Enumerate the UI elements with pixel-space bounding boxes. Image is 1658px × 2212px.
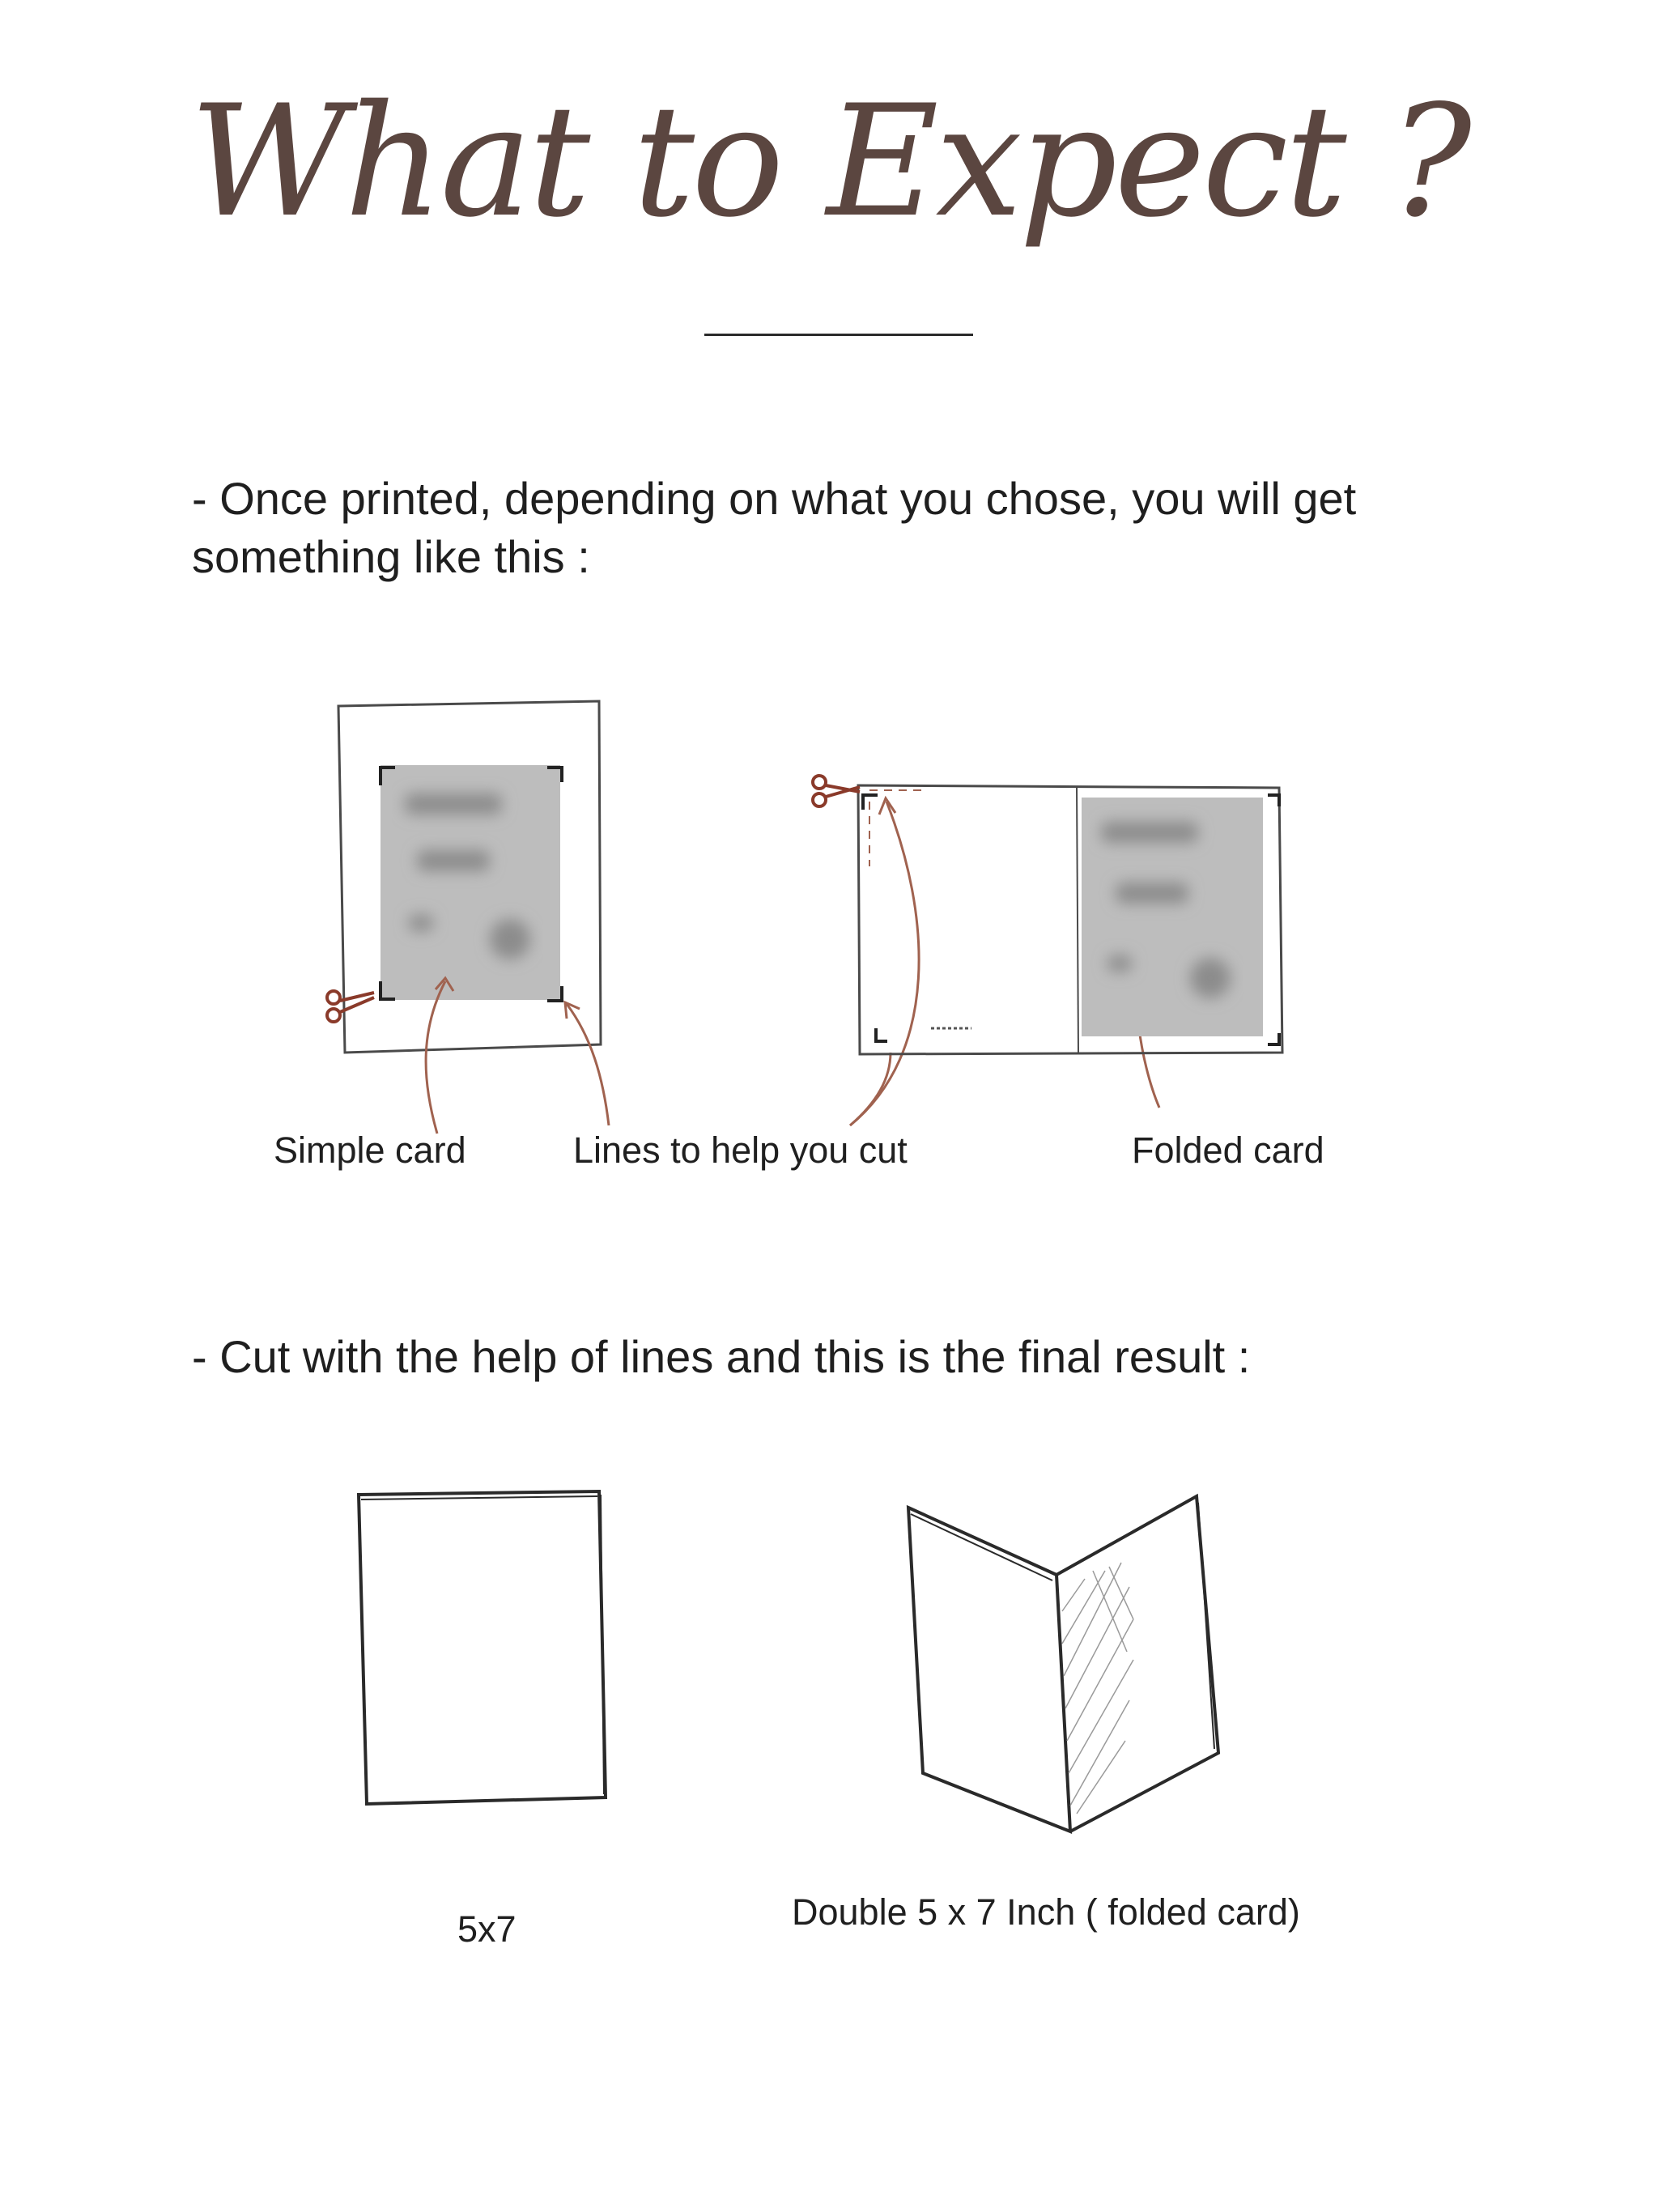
- folded-card-hatching: [1062, 1563, 1133, 1814]
- step-1-text: - Once printed, depending on what you chose, you will get something like this :: [192, 473, 1357, 582]
- scissors-icon: [327, 991, 374, 1022]
- single-card-sketch: [359, 1491, 606, 1804]
- caption-size-single: 5x7: [457, 1908, 517, 1950]
- simple-card-sheet: [327, 701, 601, 1053]
- step-2-text: - Cut with the help of lines and this is the final result :: [192, 1331, 1251, 1382]
- crop-mark-icon: [876, 1028, 887, 1041]
- caption-folded-card: Folded card: [1132, 1129, 1324, 1171]
- caption-lines-to-cut: Lines to help you cut: [573, 1129, 908, 1171]
- page-title: What to Expect ?: [189, 72, 1469, 251]
- caption-size-double: Double 5 x 7 Inch ( folded card): [792, 1891, 1300, 1933]
- crop-mark-icon: [1268, 1033, 1279, 1044]
- arrow-icon: [426, 978, 453, 1134]
- crop-mark-icon: [1268, 795, 1279, 806]
- caption-simple-card: Simple card: [274, 1129, 466, 1171]
- fold-line: [1077, 787, 1078, 1053]
- arrow-icon: [565, 1002, 609, 1125]
- scissors-icon: [813, 776, 860, 806]
- folded-card-sheet: [813, 776, 1282, 1054]
- folded-card-sketch: [908, 1496, 1218, 1831]
